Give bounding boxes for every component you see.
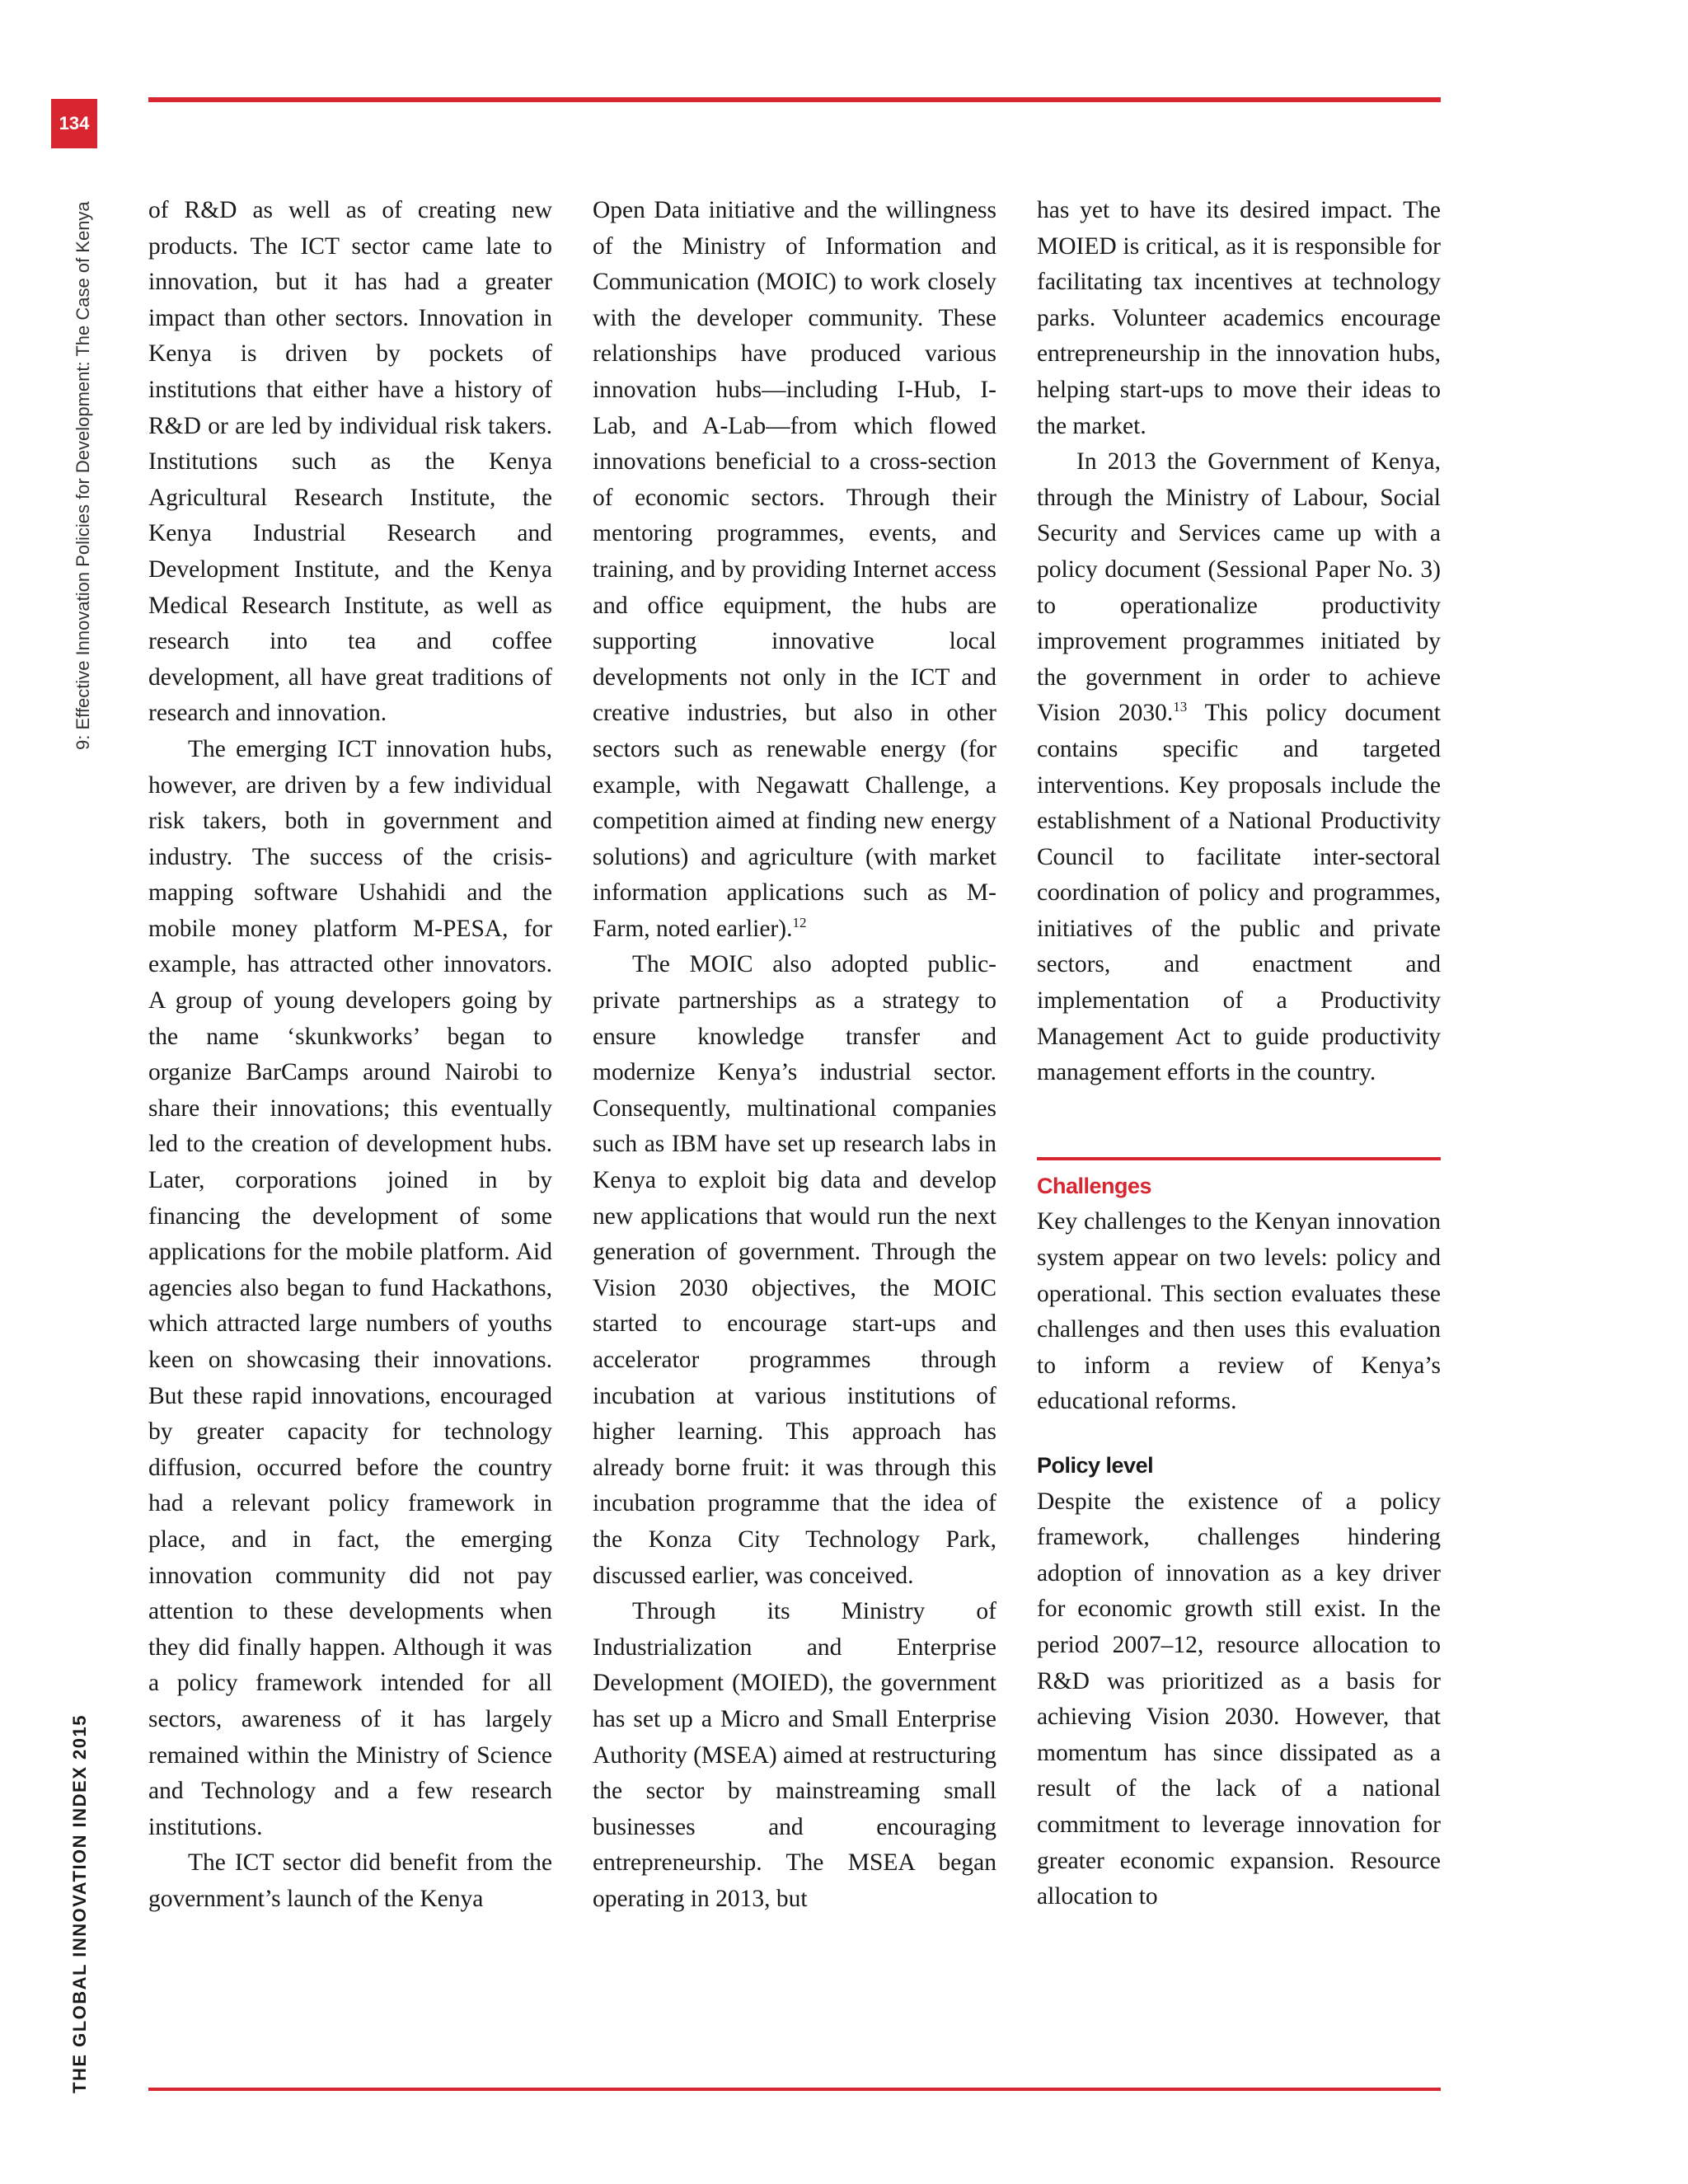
- paragraph-text: In 2013 the Government of Kenya, through the Ministry of Labour, Social Security and Services came up with a policy document (Sessional Paper No. 3) to operationalize productivity improvement programmes initiated by the government in order to achieve Vision 2030.: [1037, 448, 1441, 727]
- paragraph: of R&D as well as of creating new products. The ICT sector came late to innovation, but it has had a greater impact than other sectors. Innovation in Kenya is driven by pockets of institutions that either have a history of R&D or are led by individual risk takers. Institutions such as the Kenya Agricultural Research Institute, the Kenya Industrial Research and Development Institute, and the Kenya Medical Research Institute, as well as research into tea and coffee development, all have great traditions of research and innovation.: [148, 197, 552, 727]
- section-heading-challenges: Challenges: [1037, 1173, 1152, 1198]
- paragraph: Key challenges to the Kenyan innovation system appear on two levels: policy and operational. This section evaluates these challenges and then uses this evaluation to inform a review of Kenya’s educational reforms.: [1037, 1208, 1441, 1415]
- paragraph-text: This policy document contains specific and targeted interventions. Key proposals include the establishment of a National Productivity Council to facilitate inter-sectoral coordination of policy and programmes, initiatives of the public and private sectors, and enactment and implementation of a Productivity Management Act to guide productivity management efforts in the country.: [1037, 700, 1441, 1086]
- paragraph: The emerging ICT innovation hubs, however, are driven by a few individual risk takers, both in government and industry. The success of the crisis-mapping software Ushahidi and the mobile money platform M-PESA, for example, has attracted other innovators. A group of young developers going by the name ‘skunkworks’ began to organize BarCamps around Nairobi to share their innovations; this eventually led to the creation of development hubs. Later, corporations joined in by financing the development of some applications for the mobile platform. Aid agencies also began to fund Hackathons, which attracted large numbers of youths keen on showcasing their innovations. But these rapid innovations, encouraged by greater capacity for technology diffusion, occurred before the country had a relevant policy framework in place, and in fact, the emerging innovation community did not pay attention to these developments when they did finally happen. Although it was a policy framework intended for all sectors, awareness of it has largely remained within the Ministry of Science and Technology and a few research institutions.: [148, 735, 552, 1840]
- paragraph: Through its Ministry of Industrialization and Enterprise Development (MOIED), the government has set up a Micro and Small Enterprise Authority (MSEA) aimed at restructuring the sector by mainstreaming small businesses and encouraging entrepreneurship. The MSEA began operating in 2013, but: [593, 1598, 996, 1912]
- paragraph: [593, 193, 996, 947]
- paragraph: The ICT sector did benefit from the government’s launch of the Kenya: [148, 1849, 552, 1912]
- paragraph: has yet to have its desired impact. The MOIED is critical, as it is responsible for facilitating tax incentives at technology parks. Volunteer academics encourage entrepreneurship in the innovation hubs, helping start-ups to move their ideas to the market.: [1037, 197, 1441, 439]
- text-column-1: [148, 193, 552, 1918]
- paragraph: The MOIC also adopted public-private partnerships as a strategy to ensure knowledge transfer and modernize Kenya’s industrial sector. Consequently, multinational companies such as IBM have set up research labs in Kenya to exploit big data and develop new applications that would run the next generation of government. Through the Vision 2030 objectives, the MOIC started to encourage start-ups and accelerator programmes through incubation at various institutions of higher learning. This approach has already borne fruit: it was through this incubation programme that the idea of the Konza City Technology Park, discussed earlier, was conceived.: [593, 951, 996, 1589]
- footnote-marker: 13: [1173, 699, 1188, 715]
- page-number: 134: [51, 99, 97, 148]
- chapter-running-head: 9: Effective Innovation Policies for Development: The Case of Kenya: [73, 201, 93, 750]
- text-column-3: [1037, 193, 1441, 1915]
- text-column-2: [593, 193, 996, 1918]
- footnote-marker: 12: [792, 915, 807, 931]
- section-rule: [1037, 1157, 1441, 1160]
- subsection-heading-policy-level: Policy level: [1037, 1453, 1154, 1478]
- paragraph-text: Open Data initiative and the willingness of the Ministry of Information and Communication (MOIC) to work closely with the developer community. These relationships have produced various innovation hubs—including I-Hub, I-Lab, and A-Lab—from which flowed innovations beneficial to a cross-section of economic sectors. Through their mentoring programmes, events, and training, and by providing Internet access and office equipment, the hubs are supporting innovative local developments not only in the ICT and creative industries, but also in other sectors such as renewable energy (for example, with Negawatt Challenge, a competition aimed at finding new energy solutions) and agriculture (with market information applications such as M-Farm, noted earlier).: [593, 197, 996, 942]
- journal-running-head: THE GLOBAL INNOVATION INDEX 2015: [69, 1714, 90, 2093]
- bottom-rule: [148, 2088, 1441, 2091]
- paragraph: Despite the existence of a policy framework, challenges hindering adoption of innovation as a key driver for economic growth still exist. In the period 2007–12, resource allocation to R&D was prioritized as a basis for achieving Vision 2030. However, that momentum has since dissipated as a result of the lack of a national commitment to leverage innovation for greater economic expansion. Resource allocation to: [1037, 1488, 1441, 1910]
- top-rule: [148, 97, 1441, 102]
- paragraph: [1037, 444, 1441, 1091]
